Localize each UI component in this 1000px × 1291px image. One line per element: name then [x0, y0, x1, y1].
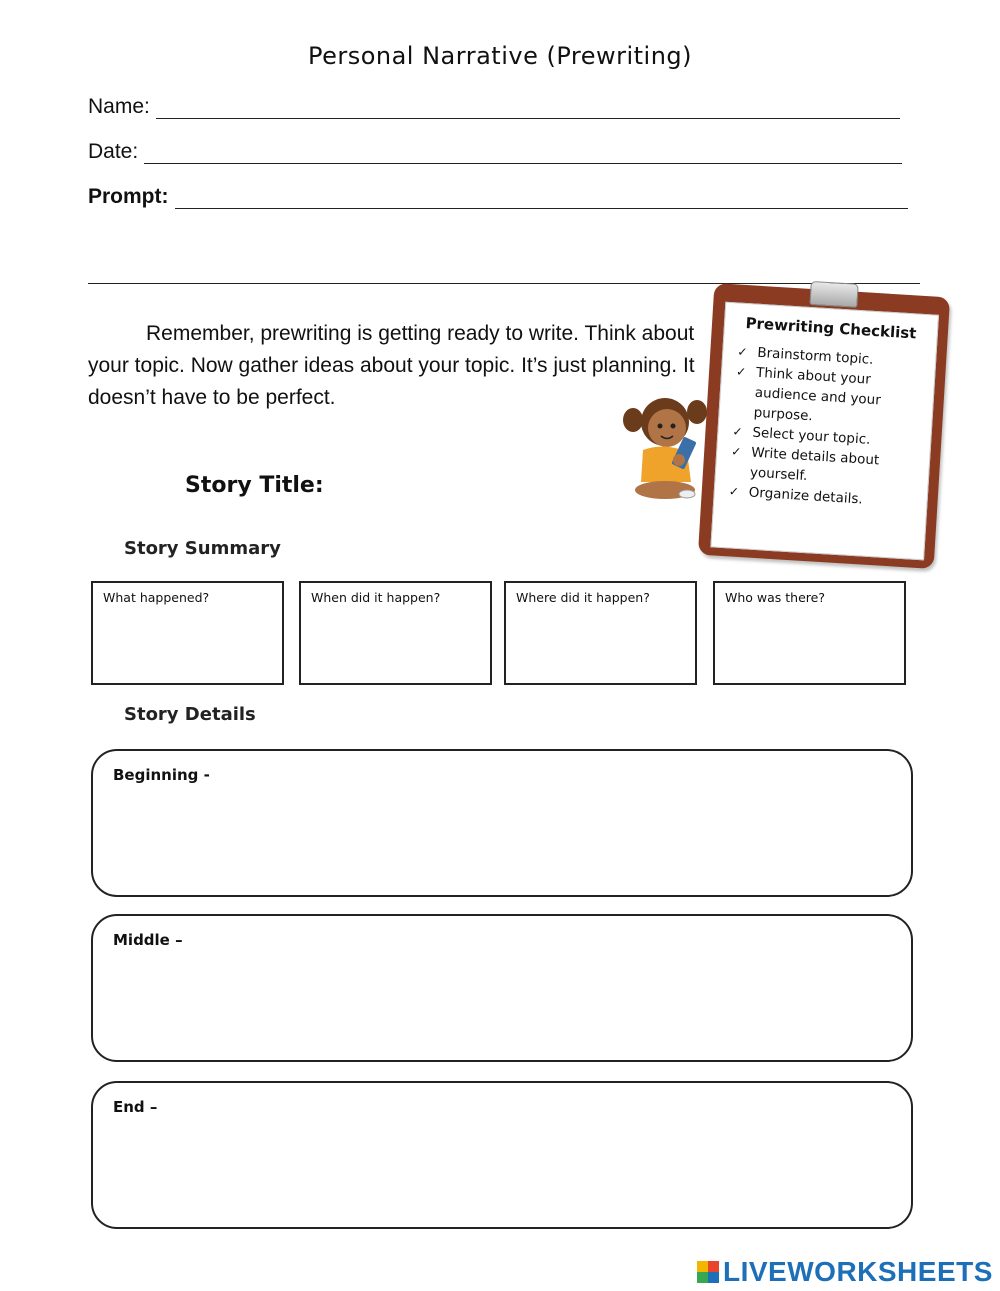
checklist-items: [728, 342, 927, 513]
clipboard-paper: [710, 302, 939, 561]
date-label: Date:: [88, 140, 139, 163]
detail-box-beginning: [91, 749, 913, 897]
summary-box-when: [299, 581, 492, 685]
date-row: [88, 139, 902, 164]
checklist-title: Prewriting Checklist: [745, 314, 917, 343]
liveworksheets-logo: [697, 1256, 993, 1288]
summary-box-label: Where did it happen?: [516, 590, 650, 605]
summary-where-input[interactable]: [512, 609, 693, 683]
summary-box-where: [504, 581, 697, 685]
story-details-heading: Story Details: [124, 704, 256, 725]
detail-box-label: Beginning -: [113, 766, 210, 784]
check-icon: ✓: [728, 484, 740, 499]
name-label: Name:: [88, 95, 150, 118]
story-title-label: Story Title:: [185, 473, 324, 498]
detail-box-label: End –: [113, 1098, 158, 1116]
end-input[interactable]: [111, 1125, 895, 1221]
checklist-item: ✓ Select your topic.: [732, 421, 923, 453]
summary-when-input[interactable]: [307, 609, 488, 683]
name-row: [88, 94, 900, 119]
name-input[interactable]: [156, 94, 900, 119]
summary-box-label: When did it happen?: [311, 590, 441, 605]
liveworksheets-logo-icon: [697, 1261, 719, 1283]
check-icon: ✓: [732, 424, 743, 440]
middle-input[interactable]: [111, 958, 895, 1054]
prompt-line-2: [88, 255, 916, 281]
check-icon: ✓: [735, 364, 747, 380]
summary-box-who: [713, 581, 906, 685]
summary-box-label: What happened?: [103, 590, 210, 605]
intro-paragraph: Remember, prewriting is getting ready to write. Think about your topic. Now gather ideas about your topic. It’s just planning. It doesn’t have to be perfect.: [88, 322, 695, 409]
prompt-row: [88, 184, 908, 209]
beginning-input[interactable]: [111, 793, 895, 889]
check-icon: ✓: [736, 344, 748, 360]
prewriting-checklist-clipboard: [698, 283, 950, 569]
story-summary-heading: Story Summary: [124, 538, 281, 559]
worksheet-title: Personal Narrative (Prewriting): [307, 42, 693, 70]
date-input[interactable]: [144, 139, 902, 164]
checklist-item: ✓ Organize details.: [728, 481, 919, 513]
prompt-input-2[interactable]: [88, 255, 920, 284]
summary-box-label: Who was there?: [725, 590, 825, 605]
liveworksheets-logo-text: LIVEWORKSHEETS: [723, 1256, 993, 1287]
summary-what-input[interactable]: [99, 609, 280, 683]
checklist-item: ✓ Write details about yourself.: [729, 441, 921, 493]
prompt-label: Prompt:: [88, 185, 169, 208]
detail-box-middle: [91, 914, 913, 1062]
checklist-item: ✓ Brainstorm topic.: [737, 342, 928, 374]
prompt-input[interactable]: [175, 184, 908, 209]
detail-box-end: [91, 1081, 913, 1229]
check-icon: ✓: [730, 444, 742, 459]
summary-who-input[interactable]: [721, 609, 902, 683]
checklist-item: ✓ Think about your audience and your purpose.: [733, 362, 926, 433]
clipboard-clip-icon: [809, 281, 858, 308]
girl-with-tablet-illustration: [615, 390, 725, 505]
summary-box-what: [91, 581, 284, 685]
detail-box-label: Middle –: [113, 931, 183, 949]
